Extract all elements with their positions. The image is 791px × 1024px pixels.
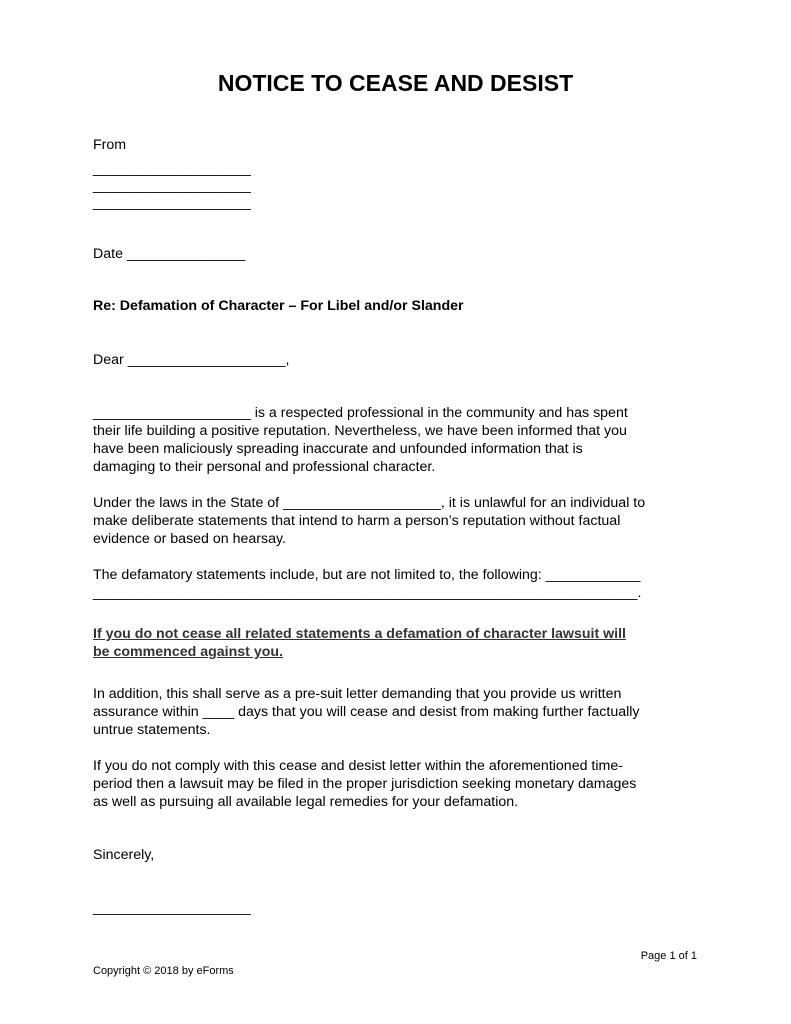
salutation: Dear ____________________,	[93, 352, 290, 368]
paragraph-5: If you do not comply with this cease and desist letter within the aforementioned time- period then a lawsuit may be filed in the proper jurisdiction seeking monetary damages as well as pursuing all available legal remedies for your defamation.	[93, 758, 637, 810]
re-line: Re: Defamation of Character – For Libel and/or Slander	[93, 298, 464, 314]
from-label: From	[93, 137, 127, 153]
copyright-notice: Copyright © 2018 by eForms	[93, 965, 234, 977]
paragraph-4: In addition, this shall serve as a pre-suit letter demanding that you provide us written assurance within ____ days that you will cease and desist from making further factually untrue statements.	[93, 686, 640, 738]
from-line-2: ____________________	[93, 178, 251, 194]
closing: Sincerely,	[93, 847, 155, 863]
paragraph-3: The defamatory statements include, but are not limited to, the following: ____________ _____________________________________________________________________.	[93, 567, 642, 601]
signature-line: ____________________	[93, 900, 251, 916]
page-number: Page 1 of 1	[640, 950, 697, 962]
paragraph-2: Under the laws in the State of ____________________, it is unlawful for an individual to make deliberate statements that intend to harm a person’s reputation without factual evidence or based on hearsay.	[93, 495, 646, 547]
from-line-3: ____________________	[93, 195, 251, 211]
warning-statement: If you do not cease all related statements a defamation of character lawsuit will be commenced against you.	[93, 626, 626, 660]
paragraph-1: ____________________ is a respected professional in the community and has spent their life building a positive reputation. Nevertheless, we have been informed that you have been maliciously spreading inaccurate and unfounded information that is damaging to their personal and professional character.	[93, 405, 628, 475]
date-line: Date _______________	[93, 246, 246, 262]
from-line-1: ____________________	[93, 161, 251, 177]
document-title: NOTICE TO CEASE AND DESIST	[217, 70, 574, 96]
